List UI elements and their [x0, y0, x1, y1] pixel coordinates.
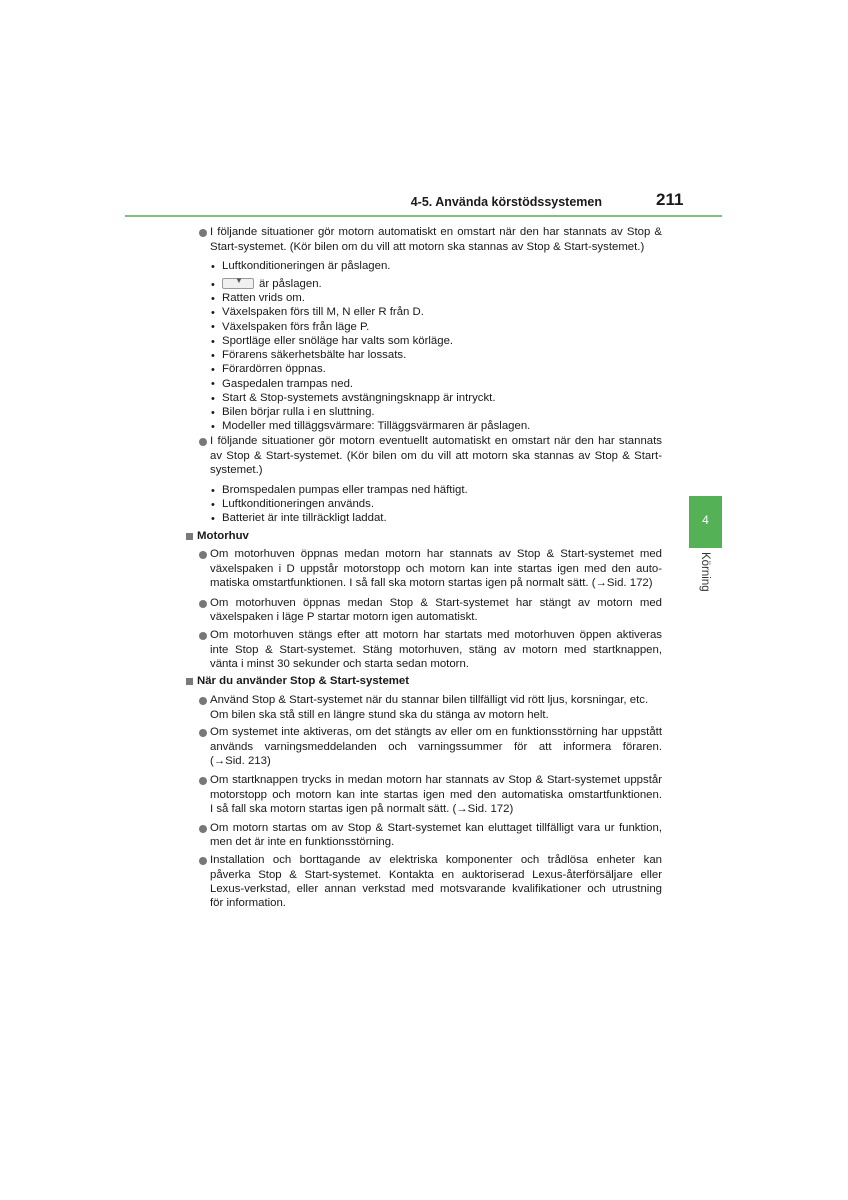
- page-number: 211: [656, 190, 684, 209]
- chevron-down-icon: ▼: [235, 276, 243, 285]
- bullet-dot: [199, 632, 207, 640]
- text-line: Om motorhuven öppnas medan motorn har stannats av Stop & Start-systemet med: [210, 548, 662, 560]
- text-line: men det är inte en funktionsstörning.: [210, 836, 395, 848]
- text-line: (→Sid. 213): [210, 755, 271, 767]
- page-body: I följande situationer gör motorn automatiskt en omstart när den har stannats av Stop & Start-systemet. (Kör bilen om du vill att motorn ska stannas av Stop & Start-systemet.) • Luftkonditioneringen är påslagen. • ▼ är påslagen. • Ratten vrids om. • Växelspaken förs till M, N eller R från D. • Växelspaken förs från läge P. • Sportläge eller snöläge har valts som körläge. • Förarens säkerhetsbälte har lossats. • Förardörren öppnas. • Gaspedalen trampas ned. • Start & Stop-systemets avstängningsknapp är intryckt. • Bilen börjar rulla i en sluttning. • Modeller med tilläggsvärmare: Tilläggsvärmaren är påslagen. I följande situationer gör motorn eventuellt automatiskt en omstart när den har stannats av Stop & Start-systemet. (Kör bilen om du vill att motorn ska stannas av Stop & Start- systemet.) • Bromspedalen pumpas eller trampas ned häftigt. • Luftkonditioneringen används. • Batteriet är inte tillräckligt laddat. Motorhuv Om motorhuven öppnas medan motorn har stannats av Stop & Start-systemet med växelspaken i D uppstår motorstopp och motorn kan inte startas igen med den auto- matiska omstartfunktionen. I så fall ska motorn startas igen på normalt sätt. (→Sid. 172) Om motorhuven öppnas medan Stop & Start-systemet har stängt av motorn med växelspaken i läge P startar motorn igen automatiskt. Om motorhuven stängs efter att motorn har startats med motorhuven öppen aktiveras inte Stop & Start-systemet. Stäng motorhuven, stäng av motorn med startknappen, vänta i minst 30 sekunder och starta sedan motorn. När du använder Stop & Start-systemet Använd Stop & Start-systemet när du stannar bilen tillfälligt vid rött ljus, korsningar, etc. Om bilen ska stå still en längre stund ska du stänga av motorn helt. Om systemet inte aktiveras, om det stängts av eller om en funktionsstörning har uppstått används varningsmeddelanden och varningssummer för att informera föraren. (→Sid. 213) Om startknappen trycks in medan motorn har stannats av Stop & Start-systemet uppstår motorstopp och motorn kan inte startas igen med den automatiska omstartfunktionen. I så fall ska motorn startas igen på normalt sätt. (→Sid. 172) Om motorn startas om av Stop & Start-systemet kan eluttaget tillfälligt vara ur funktion, men det är inte en funktionsstörning. Installation och borttagande av elektriska komponenter och trådlösa enheter kan påverka Stop & Start-systemet. Kontakta en auktoriserad Lexus-återförsäljare eller Lexus-verkstad, eller annan verkstad med motsvarande kvalifikationer och utrustning för information.: [0, 0, 848, 1200]
- text-line: vänta i minst 30 sekunder och starta sedan motorn.: [210, 658, 469, 670]
- text-line: Använd Stop & Start-systemet när du stannar bilen tillfälligt vid rött ljus, korsningar, etc.: [210, 694, 649, 706]
- text-line: används varningsmeddelanden och varningssummer för att informera föraren.: [210, 741, 662, 753]
- list-item: Växelspaken förs till M, N eller R från D.: [222, 306, 424, 318]
- bullet-dot: [199, 857, 207, 865]
- text-line: matiska omstartfunktionen. I så fall ska motorn startas igen på normalt sätt. (→Sid. 172): [210, 577, 653, 589]
- text-line: Installation och borttagande av elektriska komponenter och trådlösa enheter kan: [210, 854, 662, 866]
- bullet-dot: [199, 729, 207, 737]
- bullet-dot: [199, 229, 207, 237]
- list-item: Bilen börjar rulla i en sluttning.: [222, 406, 375, 418]
- list-item: Bromspedalen pumpas eller trampas ned häftigt.: [222, 484, 468, 496]
- text-line: Om startknappen trycks in medan motorn har stannats av Stop & Start-systemet uppstår: [210, 774, 662, 786]
- text-line: Om motorhuven öppnas medan Stop & Start-systemet har stängt av motorn med: [210, 597, 662, 609]
- list-item: är påslagen.: [259, 278, 322, 290]
- text-line: för information.: [210, 897, 286, 909]
- text-line: Om motorhuven stängs efter att motorn har startats med motorhuven öppen aktiveras: [210, 629, 662, 641]
- list-item: Luftkonditioneringen är påslagen.: [222, 260, 391, 272]
- bullet-dot: [199, 777, 207, 785]
- text-line: I så fall ska motorn startas igen på normalt sätt. (→Sid. 172): [210, 803, 514, 815]
- chapter-tab-number: 4: [689, 496, 722, 548]
- chapter-tab-label: Körning: [699, 552, 711, 592]
- text-line: påverka Stop & Start-systemet. Kontakta en auktoriserad Lexus-återförsäljare eller: [210, 869, 662, 881]
- text-line: Om bilen ska stå still en längre stund ska du stänga av motorn helt.: [210, 709, 549, 721]
- text-line: Om systemet inte aktiveras, om det stängts av eller om en funktionsstörning har uppstått: [210, 726, 662, 738]
- text-line: Om motorn startas om av Stop & Start-systemet kan eluttaget tillfälligt vara ur funktion,: [210, 822, 662, 834]
- text-line: växelspaken i läge P startar motorn igen automatiskt.: [210, 611, 478, 623]
- bullet-dot: [199, 600, 207, 608]
- heading-marker: [186, 533, 193, 540]
- list-item: Modeller med tilläggsvärmare: Tilläggsvärmaren är påslagen.: [222, 420, 531, 432]
- list-item: Ratten vrids om.: [222, 292, 305, 304]
- heading-marker: [186, 678, 193, 685]
- text-line: motorstopp och motorn kan inte startas igen med den automatiska omstartfunktionen.: [210, 789, 662, 801]
- text-line: Lexus-verkstad, eller annan verkstad med motsvarande kvalifikationer och utrustning: [210, 883, 662, 895]
- text-line: inte Stop & Start-systemet. Stäng motorhuven, stäng av motorn med startknappen,: [210, 644, 662, 656]
- text-line: I följande situationer gör motorn automatiskt en omstart när den har stannats av Stop &: [210, 226, 662, 238]
- text-line: Start-systemet. (Kör bilen om du vill att motorn ska stannas av Stop & Start-systemet.): [210, 241, 645, 253]
- list-item: Sportläge eller snöläge har valts som körläge.: [222, 335, 454, 347]
- list-item: Förarens säkerhetsbälte har lossats.: [222, 349, 407, 361]
- text-line: I följande situationer gör motorn eventuellt automatiskt en omstart när den har stannats: [210, 435, 662, 447]
- text-line: systemet.): [210, 464, 263, 476]
- bullet-dot: [199, 551, 207, 559]
- bullet-dot: [199, 697, 207, 705]
- text-line: av Stop & Start-systemet. (Kör bilen om du vill att motorn ska stannas av Stop & Start-: [210, 450, 662, 462]
- list-item: Start & Stop-systemets avstängningsknapp är intryckt.: [222, 392, 496, 404]
- list-item: Förardörren öppnas.: [222, 363, 326, 375]
- section-title: 4-5. Använda körstödssystemen: [410, 195, 602, 209]
- list-item: Batteriet är inte tillräckligt laddat.: [222, 512, 387, 524]
- section-heading: Motorhuv: [197, 530, 249, 542]
- list-item: Gaspedalen trampas ned.: [222, 378, 354, 390]
- control-button-image: [222, 278, 254, 289]
- text-line: växelspaken i D uppstår motorstopp och motorn kan inte startas igen med den auto-: [210, 563, 662, 575]
- list-item: Växelspaken förs från läge P.: [222, 321, 370, 333]
- bullet-dot: [199, 825, 207, 833]
- list-item: Luftkonditioneringen används.: [222, 498, 374, 510]
- section-heading: När du använder Stop & Start-systemet: [197, 675, 410, 687]
- bullet-dot: [199, 438, 207, 446]
